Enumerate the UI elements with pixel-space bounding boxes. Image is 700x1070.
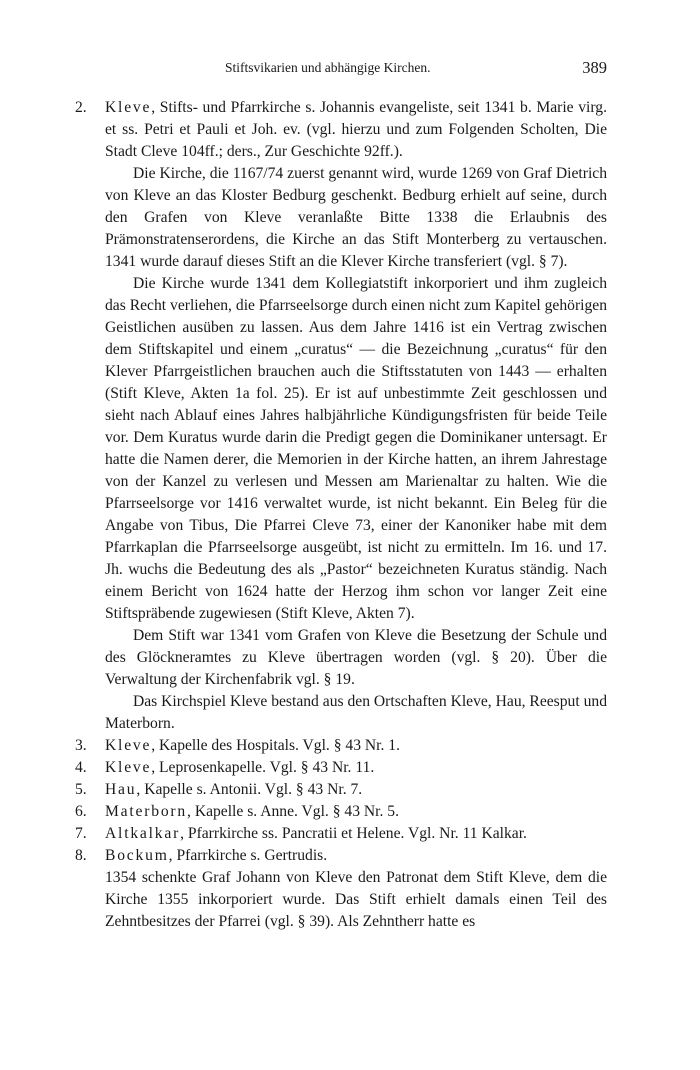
entry-number: 2.: [75, 99, 87, 116]
entry-keyword: Kleve: [105, 759, 152, 776]
page-number: 389: [582, 58, 607, 77]
paragraph: Die Kirche wurde 1341 dem Kollegiatstift inkorporiert und ihm zugleich das Recht verliehen, die Pfarrseelsorge durch einen nicht zum Kapitel gehörigen Geistlichen ausüben zu lassen. Aus dem Jahre 1416 ist ein Vertrag zwischen dem Stiftskapitel und einem „curatus“ — die Bezeichnung „curatus“ für den Klever Pfarrgeistlichen brauchen auch die Stiftsstatuten von 1443 — erhalten (Stift Kleve, Akten 1a fol. 25). Er ist auf unbestimmte Zeit geschlossen und sieht nach Ablauf eines Jahres halbjährliche Kündigungsfristen für beide Teile vor. Dem Kuratus wurde darin die Predigt gegen die Dominikaner untersagt. Er hatte die Namen derer, die Memorien in der Kirche hatten, an ihrem Jahrestage von der Kanzel zu verlesen und Messen am Marienaltar zu halten. Wie die Pfarrseelsorge vor 1416 verwaltet wurde, ist nicht bekannt. Ein Beleg für die Angabe von Tibus, Die Pfarrei Cleve 73, einer der Kanoniker habe mit dem Pfarrkaplan die Pfarrseelsorge ausgeübt, ist nicht zu ermitteln. Im 16. und 17. Jh. wuchs die Bedeutung des als „Pastor“ bezeichneten Kuratus ständig. Nach einem Bericht von 1624 hatte der Herzog ihm schon vor langer Zeit eine Stiftspräbende zugewiesen (Stift Kleve, Akten 7).: [105, 275, 607, 622]
entry-7: [75, 823, 607, 845]
entry-number: 4.: [75, 759, 87, 776]
entry-keyword: Kleve: [105, 737, 152, 754]
entry-text: , Pfarrkirche s. Gertrudis.: [168, 847, 328, 864]
entry-number: 8.: [75, 847, 87, 864]
paragraph: 1354 schenkte Graf Johann von Kleve den Patronat dem Stift Kleve, dem die Kirche 1355 inkorporiert wurde. Das Stift erhielt damals einen Teil des Zehntbesitzes der Pfarrei (vgl. § 39). Als Zehntherr hatte es: [105, 869, 607, 930]
entry-keyword: Hau: [105, 781, 137, 798]
entry-keyword: Kleve: [105, 99, 152, 116]
running-header: [75, 60, 607, 82]
entry-text: , Leprosenkapelle. Vgl. § 43 Nr. 11.: [151, 759, 375, 776]
entry-number: 6.: [75, 803, 87, 820]
entry-text: , Stifts- und Pfarrkirche s. Johannis evangeliste, seit 1341 b. Marie virg. et ss. Petri et Pauli et Joh. ev. (vgl. hierzu und zum Folgenden Scholten, Die Stadt Cleve 104ff.; ders., Zur Geschichte 92ff.).: [105, 99, 607, 160]
entry-keyword: Altkalkar: [105, 825, 181, 842]
entry-number: 7.: [75, 825, 87, 842]
paragraph: Dem Stift war 1341 vom Grafen von Kleve die Besetzung der Schule und des Glöckneramtes zu Kleve übertragen worden (vgl. § 20). Über die Verwaltung der Kirchenfabrik vgl. § 19.: [105, 627, 607, 688]
entry-5: [75, 779, 607, 801]
entry-2: [75, 97, 607, 163]
entry-text: , Kapelle s. Antonii. Vgl. § 43 Nr. 7.: [136, 781, 363, 798]
entry-6: [75, 801, 607, 823]
entry-3: [75, 735, 607, 757]
entry-keyword: Materborn: [105, 803, 188, 820]
running-title: Stiftsvikarien und abhängige Kirchen.: [225, 60, 431, 75]
paragraph: Das Kirchspiel Kleve bestand aus den Ortschaften Kleve, Hau, Reesput und Materborn.: [105, 693, 607, 732]
entry-8: [75, 845, 607, 867]
page-body: [75, 97, 607, 933]
entry-text: , Kapelle des Hospitals. Vgl. § 43 Nr. 1.: [151, 737, 400, 754]
paragraph: Die Kirche, die 1167/74 zuerst genannt wird, wurde 1269 von Graf Dietrich von Kleve an das Kloster Bedburg geschenkt. Bedburg erhielt auf seine, durch den Grafen von Kleve veranlaßte Bitte 1338 die Erlaubnis des Prämonstratenserordens, die Kirche an das Stift Monterberg zu vertauschen. 1341 wurde darauf dieses Stift an die Klever Kirche transferiert (vgl. § 7).: [105, 165, 607, 270]
entry-number: 3.: [75, 737, 87, 754]
entry-number: 5.: [75, 781, 87, 798]
entry-text: , Kapelle s. Anne. Vgl. § 43 Nr. 5.: [187, 803, 399, 820]
entry-4: [75, 757, 607, 779]
entry-text: , Pfarrkirche ss. Pancratii et Helene. Vgl. Nr. 11 Kalkar.: [180, 825, 527, 842]
entry-keyword: Bockum: [105, 847, 169, 864]
